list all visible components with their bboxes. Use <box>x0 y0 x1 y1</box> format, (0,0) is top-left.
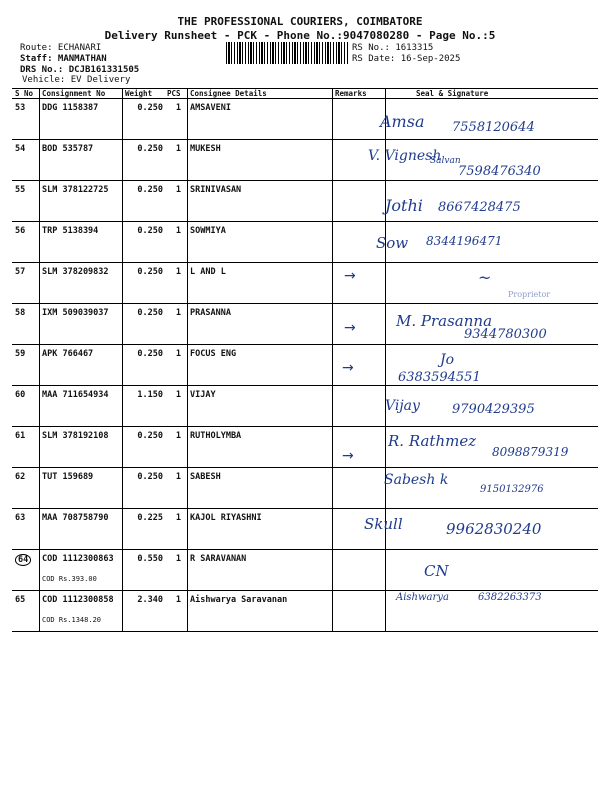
cell-seal-signature <box>386 550 599 591</box>
cell-weight: 1.150 <box>123 386 166 427</box>
cell-sno <box>12 509 40 550</box>
cell-consignment <box>40 181 123 222</box>
table-row <box>12 345 598 386</box>
cell-pcs: 1 <box>165 468 188 509</box>
cell-pcs: 1 <box>165 345 188 386</box>
cell-sno <box>12 304 40 345</box>
vehicle-label: Vehicle: EV Delivery <box>22 75 131 85</box>
sno-value: 58 <box>15 308 26 318</box>
cell-remarks <box>333 427 386 468</box>
cell-consignee: L AND L <box>188 263 333 304</box>
cell-consignment <box>40 427 123 468</box>
cell-remarks <box>333 550 386 591</box>
cell-pcs: 1 <box>165 181 188 222</box>
consignment-no: COD 1112300863 <box>42 554 114 564</box>
cell-weight: 0.550 <box>123 550 166 591</box>
cell-weight: 0.250 <box>123 427 166 468</box>
cell-consignee: SABESH <box>188 468 333 509</box>
signature-65: Aishwarya <box>396 592 449 603</box>
arrow-icon: → <box>344 268 356 284</box>
cell-pcs: 1 <box>165 263 188 304</box>
cell-sno <box>12 99 40 140</box>
table-header <box>12 89 598 99</box>
arrow-icon: → <box>342 448 354 464</box>
cell-consignment <box>40 140 123 181</box>
cell-consignment <box>40 263 123 304</box>
consignment-no: COD 1112300858 <box>42 595 114 605</box>
handwriting-61a: R. Rathmez <box>388 432 477 450</box>
cell-weight: 0.250 <box>123 263 166 304</box>
cell-consignee: Aishwarya Saravanan <box>188 591 333 632</box>
handwriting-54b: Salvan <box>430 156 461 166</box>
signature-59: Jo <box>440 352 455 368</box>
cell-weight: 0.250 <box>123 140 166 181</box>
cod-amount: COD Rs.1348.20 <box>42 616 102 624</box>
sno-value: 62 <box>15 472 26 482</box>
sno-value: 53 <box>15 103 26 113</box>
cell-pcs: 1 <box>165 222 188 263</box>
handwriting-63: 9962830240 <box>446 520 542 538</box>
consignment-no: TUT 159689 <box>42 472 94 482</box>
cell-sno <box>12 468 40 509</box>
col-remarks: Remarks <box>333 89 386 99</box>
route-label: Route: ECHANARI <box>20 43 102 53</box>
cell-consignee: VIJAY <box>188 386 333 427</box>
sno-value: 64 <box>15 554 31 566</box>
signature-55: Jothi <box>385 196 423 215</box>
col-consignment: Consignment No <box>40 89 123 99</box>
cell-consignment <box>40 468 123 509</box>
sno-value: 56 <box>15 226 26 236</box>
rs-date: RS Date: 16-Sep-2025 <box>352 54 461 64</box>
handwriting-53: 7558120644 <box>452 120 535 135</box>
sno-value: 60 <box>15 390 26 400</box>
cell-weight: 2.340 <box>123 591 166 632</box>
consignment-no: MAA 708758790 <box>42 513 109 523</box>
cell-consignee: SOWMIYA <box>188 222 333 263</box>
cell-pcs: 1 <box>165 427 188 468</box>
cell-remarks <box>333 468 386 509</box>
cell-weight: 0.250 <box>123 304 166 345</box>
cell-consignee: FOCUS ENG <box>188 345 333 386</box>
consignment-no: IXM 509039037 <box>42 308 109 318</box>
cell-seal-signature <box>386 263 599 304</box>
cell-sno <box>12 386 40 427</box>
handwriting-55: 8667428475 <box>438 200 521 215</box>
handwriting-58a: M. Prasanna <box>396 312 493 330</box>
cell-sno <box>12 427 40 468</box>
cell-consignment <box>40 99 123 140</box>
cell-pcs: 1 <box>165 99 188 140</box>
signature-57: ~ <box>478 268 492 287</box>
consignment-no: DDG 1158387 <box>42 103 99 113</box>
cell-sno <box>12 263 40 304</box>
cell-consignment <box>40 345 123 386</box>
cell-remarks <box>333 386 386 427</box>
cell-remarks <box>333 263 386 304</box>
cell-sno <box>12 550 40 591</box>
table-row <box>12 550 598 591</box>
cell-pcs: 1 <box>165 140 188 181</box>
handwriting-54a: V. Vignesh <box>368 148 442 164</box>
cell-consignee: PRASANNA <box>188 304 333 345</box>
cell-sno <box>12 222 40 263</box>
sno-value: 54 <box>15 144 26 154</box>
handwriting-65: 6382263373 <box>478 592 542 603</box>
cell-weight: 0.225 <box>123 509 166 550</box>
staff-label: Staff: MANMATHAN <box>20 54 107 64</box>
handwriting-56: 8344196471 <box>426 234 503 248</box>
cell-pcs: 1 <box>165 304 188 345</box>
sno-value: 65 <box>15 595 26 605</box>
arrow-icon: → <box>342 360 354 376</box>
handwriting-61b: 8098879319 <box>492 445 569 459</box>
runsheet-subtitle: Delivery Runsheet - PCK - Phone No.:9047080280 - Page No.:5 <box>104 29 496 42</box>
cell-remarks <box>333 345 386 386</box>
cell-consignee: MUKESH <box>188 140 333 181</box>
cell-consignment <box>40 222 123 263</box>
cell-consignment <box>40 386 123 427</box>
handwriting-54c: 7598476340 <box>458 164 541 179</box>
sno-value: 63 <box>15 513 26 523</box>
company-title: THE PROFESSIONAL COURIERS, COIMBATORE <box>177 15 423 28</box>
handwriting-58b: 9344780300 <box>464 327 547 342</box>
cell-weight: 0.250 <box>123 345 166 386</box>
cell-remarks <box>333 591 386 632</box>
handwriting-64: CN <box>424 562 449 580</box>
cell-remarks <box>333 181 386 222</box>
handwriting-59: 6383594551 <box>398 370 481 385</box>
cell-remarks <box>333 304 386 345</box>
col-pcs: PCS <box>165 89 188 99</box>
drs-label: DRS No.: DCJB161331505 <box>20 65 140 75</box>
sno-value: 57 <box>15 267 26 277</box>
consignment-no: SLM 378209832 <box>42 267 109 277</box>
cell-consignment <box>40 304 123 345</box>
cell-sno <box>12 345 40 386</box>
cell-weight: 0.250 <box>123 181 166 222</box>
stamp-text: Proprietor <box>508 290 551 299</box>
col-sno: S No <box>12 89 40 99</box>
cell-consignment <box>40 509 123 550</box>
cell-consignment <box>40 591 123 632</box>
sno-value: 61 <box>15 431 26 441</box>
cell-remarks <box>333 99 386 140</box>
cell-pcs: 1 <box>165 386 188 427</box>
signature-63: Skull <box>364 515 403 533</box>
cell-sno <box>12 140 40 181</box>
table-row <box>12 222 598 263</box>
cell-consignee: KAJOL RIYASHNI <box>188 509 333 550</box>
cell-pcs: 1 <box>165 509 188 550</box>
sno-value: 55 <box>15 185 26 195</box>
signature-53: Amsa <box>380 112 425 131</box>
cell-consignee: SRINIVASAN <box>188 181 333 222</box>
consignment-no: TRP 5138394 <box>42 226 99 236</box>
cell-consignee: R SARAVANAN <box>188 550 333 591</box>
cell-weight: 0.250 <box>123 468 166 509</box>
cell-consignment <box>40 550 123 591</box>
cell-weight: 0.250 <box>123 222 166 263</box>
col-consignee: Consignee Details <box>188 89 333 99</box>
cell-pcs: 1 <box>165 591 188 632</box>
handwriting-60: 9790429395 <box>452 402 535 417</box>
arrow-icon: → <box>344 320 356 336</box>
col-seal-signature: Seal & Signature <box>386 89 599 99</box>
rs-number: RS No.: 1613315 <box>352 43 434 53</box>
sno-value: 59 <box>15 349 26 359</box>
cell-consignee: RUTHOLYMBA <box>188 427 333 468</box>
cell-pcs: 1 <box>165 550 188 591</box>
cell-sno <box>12 591 40 632</box>
cod-amount: COD Rs.393.00 <box>42 575 97 583</box>
cell-consignee: AMSAVENI <box>188 99 333 140</box>
consignment-no: BOD 535787 <box>42 144 94 154</box>
handwriting-62: 9150132976 <box>480 484 544 495</box>
barcode <box>226 42 348 64</box>
cell-weight: 0.250 <box>123 99 166 140</box>
cell-sno <box>12 181 40 222</box>
consignment-no: SLM 378122725 <box>42 185 109 195</box>
signature-62: Sabesh k <box>384 472 449 488</box>
col-weight: Weight <box>123 89 166 99</box>
signature-56: Sow <box>376 234 409 252</box>
consignment-no: SLM 378192108 <box>42 431 109 441</box>
consignment-no: MAA 711654934 <box>42 390 109 400</box>
consignment-no: APK 766467 <box>42 349 94 359</box>
signature-60: Vijay <box>385 398 420 414</box>
